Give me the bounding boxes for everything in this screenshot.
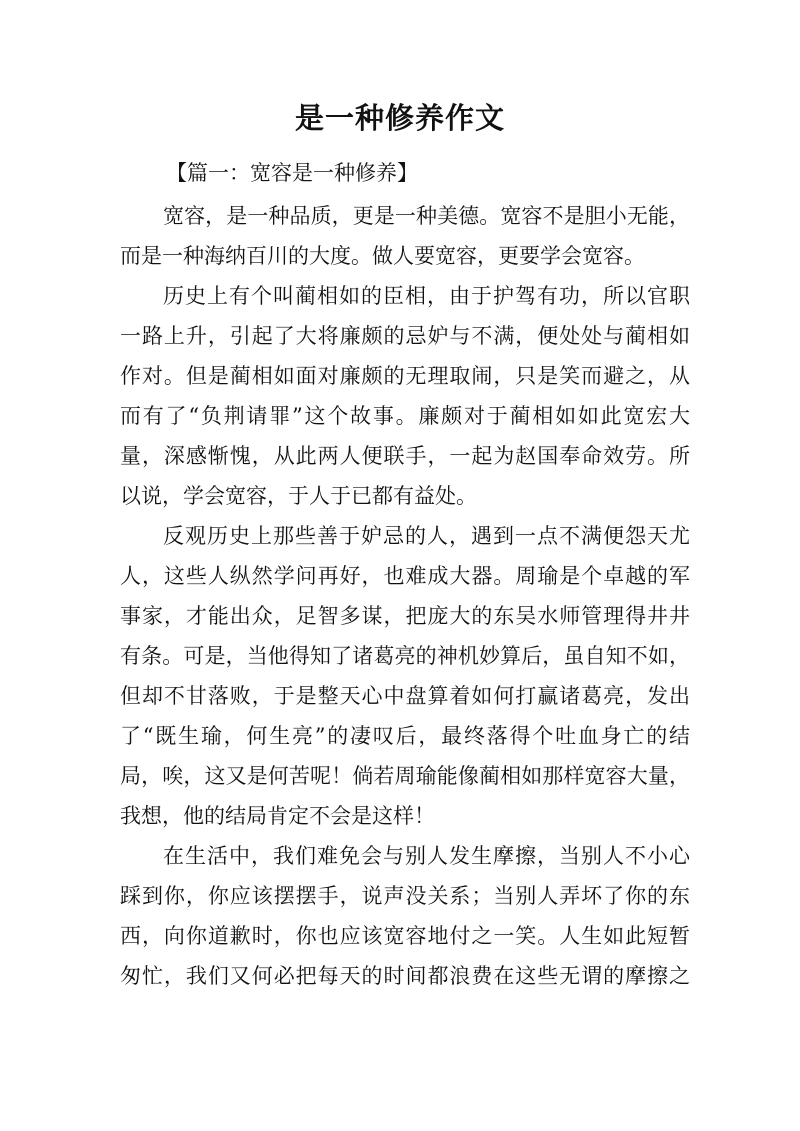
text-line: 了“既生瑜，何生亮”的凄叹后，最终落得个吐血身亡的结: [120, 724, 690, 748]
text-line: 而有了“负荆请罪”这个故事。廉颇对于蔺相如如此宽宏大: [120, 404, 690, 428]
text-line: 反观历史上那些善于妒忌的人，遇到一点不满便怨天尤: [163, 524, 690, 548]
text-line: 作对。但是蔺相如面对廉颇的无理取闹，只是笑而避之，从: [120, 364, 690, 388]
text-line: 以说，学会宽容，于人于已都有益处。: [120, 484, 477, 508]
text-line: 历史上有个叫蔺相如的臣相，由于护驾有功，所以官职: [163, 284, 690, 308]
text-line: 一路上升，引起了大将廉颇的忌妒与不满，便处处与蔺相如: [120, 324, 690, 348]
text-line: 有条。可是，当他得知了诸葛亮的神机妙算后，虽自知不如，: [120, 644, 690, 668]
text-line: 事家，才能出众，足智多谋，把庞大的东吴水师管理得井井: [120, 604, 690, 628]
text-line: 量，深感惭愧，从此两人便联手，一起为赵国奉命效劳。所: [120, 444, 690, 468]
text-line: 在生活中，我们难免会与别人发生摩擦，当别人不小心: [163, 844, 690, 868]
essay-body: [120, 196, 690, 996]
text-line: 而是一种海纳百川的大度。做人要宽容，更要学会宽容。: [120, 244, 645, 268]
text-line: 局，唉，这又是何苦呢！倘若周瑜能像蔺相如那样宽容大量，: [120, 764, 690, 788]
text-line: 宽容，是一种品质，更是一种美德。宽容不是胆小无能，: [163, 204, 690, 228]
section-heading: 【篇一：宽容是一种修养】: [166, 161, 418, 185]
text-line: 西，向你道歉时，你也应该宽容地付之一笑。人生如此短暂: [120, 924, 690, 948]
text-line: 但却不甘落败，于是整天心中盘算着如何打赢诸葛亮，发出: [120, 684, 690, 708]
text-line: 人，这些人纵然学问再好，也难成大器。周瑜是个卓越的军: [120, 564, 690, 588]
document-title: 是一种修养作文: [294, 101, 505, 135]
text-line: 匆忙，我们又何必把每天的时间都浪费在这些无谓的摩擦之: [120, 964, 690, 988]
text-line: 我想，他的结局肯定不会是这样！: [120, 804, 435, 828]
text-line: 踩到你，你应该摆摆手，说声没关系；当别人弄坏了你的东: [120, 884, 690, 908]
